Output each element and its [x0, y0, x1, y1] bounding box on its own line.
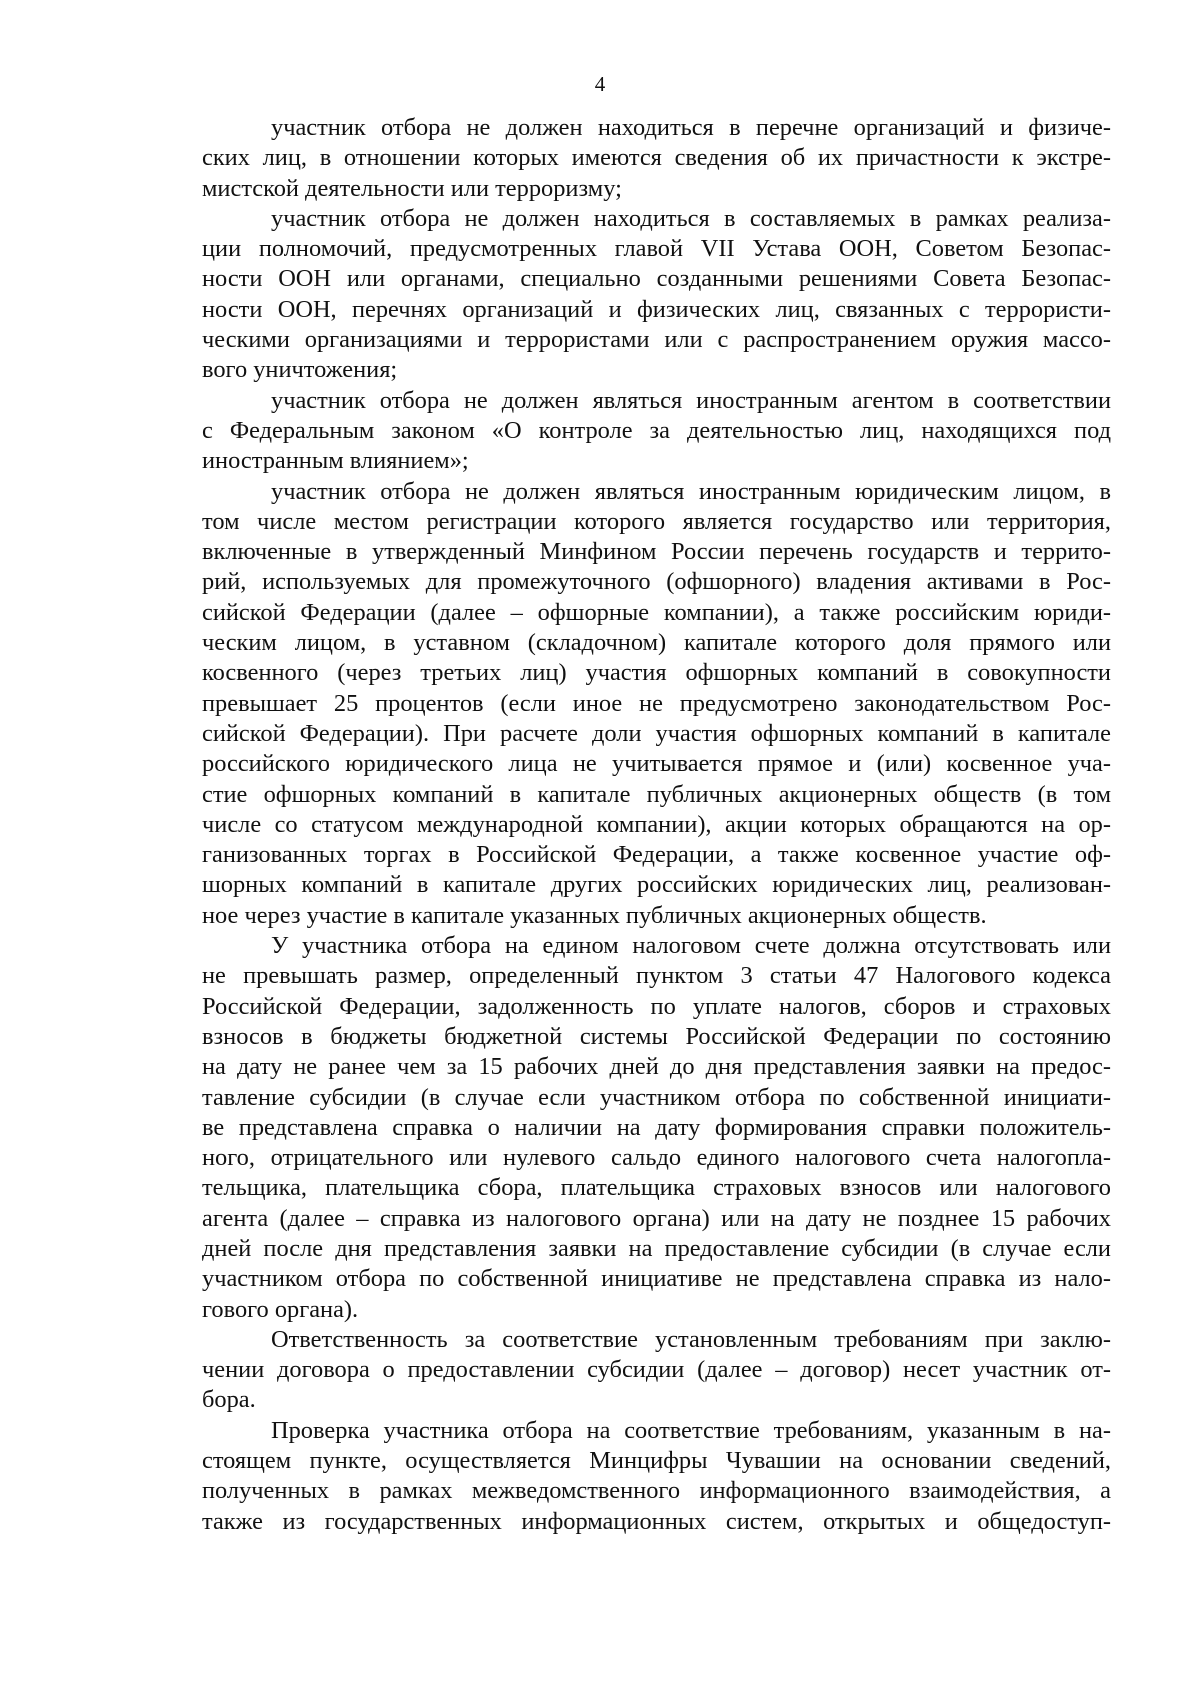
text-line: рий, используемых для промежуточного (офшорного) владения активами в Рос- — [202, 568, 1111, 596]
text-line: тавление субсидии (в случае если участником отбора по собственной инициати- — [202, 1083, 1111, 1111]
text-line: агента (далее – справка из налогового органа) или на дату не позднее 15 рабочих — [202, 1204, 1111, 1232]
text-line: взносов в бюджеты бюджетной системы Российской Федерации по состоянию — [202, 1022, 1111, 1050]
text-line: Ответственность за соответствие установленным требованиям при заклю- — [271, 1325, 1111, 1353]
text-line: не превышать размер, определенный пунктом 3 статьи 47 Налогового кодекса — [202, 962, 1111, 990]
text-line: превышает 25 процентов (если иное не предусмотрено законодательством Рос- — [202, 689, 1111, 717]
text-line: ности ООН или органами, специально созданными решениями Совета Безопас- — [202, 265, 1111, 293]
page-number: 4 — [594, 72, 606, 96]
text-line: участник отбора не должен являться иностранным агентом в соответствии — [271, 386, 1111, 414]
text-line: чении договора о предоставлении субсидии (далее – договор) несет участник от- — [202, 1356, 1111, 1384]
text-line: дней после дня представления заявки на предоставление субсидии (в случае если — [202, 1234, 1111, 1262]
text-line: участник отбора не должен находиться в перечне организаций и физиче- — [271, 114, 1111, 141]
text-line: Российской Федерации, задолженность по уплате налогов, сборов и страховых — [202, 992, 1111, 1020]
text-line: У участника отбора на едином налоговом счете должна отсутствовать или — [271, 932, 1111, 960]
text-line: с Федеральным законом «О контроле за деятельностью лиц, находящихся под — [202, 416, 1111, 444]
text-line: участник отбора не должен являться иностранным юридическим лицом, в — [271, 477, 1111, 505]
text-line: Проверка участника отбора на соответствие требованиям, указанным в на- — [271, 1416, 1111, 1444]
text-line: ческим лицом, в уставном (складочном) капитале которого доля прямого или — [202, 629, 1111, 657]
text-line: ности ООН, перечнях организаций и физических лиц, связанных с террористи- — [202, 295, 1111, 323]
text-line: на дату не ранее чем за 15 рабочих дней до дня представления заявки на предос- — [202, 1053, 1111, 1081]
text-line: стоящем пункте, осуществляется Минцифры Чувашии на основании сведений, — [202, 1447, 1111, 1475]
text-line: включенные в утвержденный Минфином России перечень государств и террито- — [202, 538, 1111, 566]
text-line: том числе местом регистрации которого является государство или территория, — [202, 507, 1111, 535]
text-line: стие офшорных компаний в капитале публичных акционерных обществ (в том — [202, 780, 1111, 808]
text-line: косвенного (через третьих лиц) участия офшорных компаний в совокупности — [202, 659, 1111, 687]
text-line: ских лиц, в отношении которых имеются сведения об их причастности к экстре- — [202, 144, 1111, 172]
text-line: мистской деятельности или терроризму; — [202, 174, 622, 202]
text-line: сийской Федерации). При расчете доли участия офшорных компаний в капитале — [202, 719, 1111, 747]
text-line: ции полномочий, предусмотренных главой VII Устава ООН, Советом Безопас- — [202, 235, 1111, 263]
text-line: также из государственных информационных систем, открытых и общедоступ- — [202, 1507, 1111, 1535]
text-line: гового органа). — [202, 1295, 359, 1323]
document-body — [202, 113, 1111, 1537]
text-line: участник отбора не должен находиться в составляемых в рамках реализа- — [271, 204, 1111, 232]
text-line: тельщика, плательщика сбора, плательщика страховых взносов или налогового — [202, 1174, 1111, 1202]
text-line: полученных в рамках межведомственного информационного взаимодействия, а — [202, 1477, 1111, 1505]
text-line: иностранным влиянием»; — [202, 447, 469, 475]
text-line: ве представлена справка о наличии на дату формирования справки положитель- — [202, 1113, 1111, 1141]
text-line: ганизованных торгах в Российской Федерации, а также косвенное участие оф- — [202, 841, 1111, 869]
text-line: бора. — [202, 1386, 256, 1414]
text-line: сийской Федерации (далее – офшорные компании), а также российским юриди- — [202, 598, 1111, 626]
text-line: участником отбора по собственной инициативе не представлена справка из нало- — [202, 1265, 1111, 1293]
text-line: ческими организациями и террористами или с распространением оружия массо- — [202, 326, 1111, 354]
text-line: вого уничтожения; — [202, 356, 398, 384]
text-line: ного, отрицательного или нулевого сальдо единого налогового счета налогопла- — [202, 1144, 1111, 1172]
text-line: числе со статусом международной компании), акции которых обращаются на ор- — [202, 810, 1111, 838]
text-line: российского юридического лица не учитывается прямое и (или) косвенное уча- — [202, 750, 1111, 778]
text-line: шорных компаний в капитале других российских юридических лиц, реализован- — [202, 871, 1111, 899]
text-line: ное через участие в капитале указанных публичных акционерных обществ. — [202, 901, 987, 929]
